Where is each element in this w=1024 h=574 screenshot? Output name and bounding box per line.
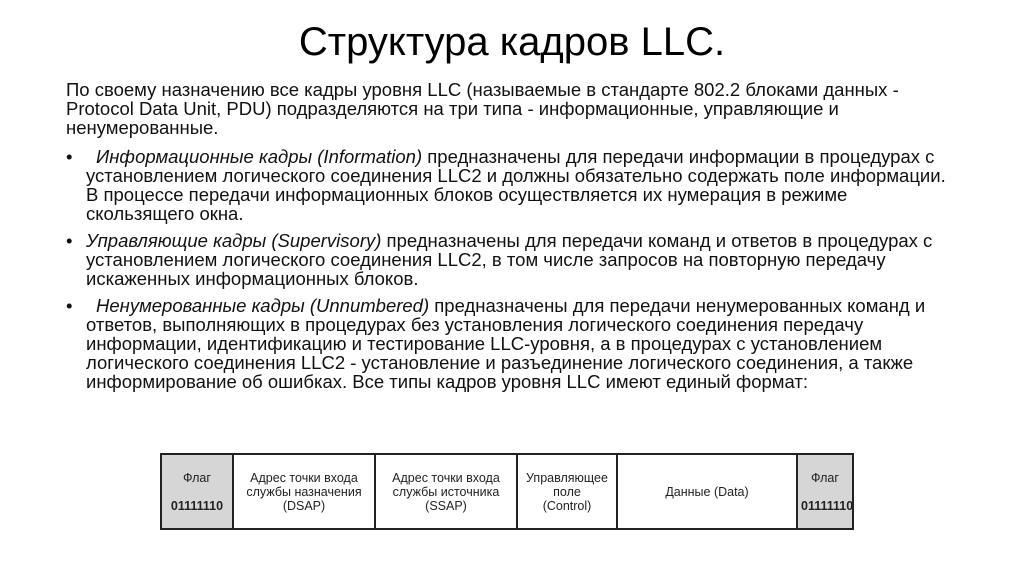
list-item-supervisory [66,231,956,288]
term-unnumbered: Ненумерованные кадры (Unnumbered) [96,295,430,316]
end-flag-cell [797,454,853,529]
control-line-3: (Control) [542,498,592,513]
slide-body [66,80,956,399]
description-information: предназначены для передачи информации в процедурах с установлением логического соединения LLC2 и должны обязательно содержать поле информации. В процессе передачи информационных блоков осуществляется их нумерация в режиме скользящего окна. [86,146,946,224]
term-information: Информационные кадры (Information) [96,146,423,167]
bullet-icon: • [66,146,73,167]
data-cell [617,454,797,529]
llc-frame-format-table [160,453,854,530]
bullet-icon: • [66,295,73,316]
frame-types-list [66,147,956,391]
control-cell [517,454,617,529]
start-flag-bits: 01111110 [170,498,224,513]
ssap-line-1: Адрес точки входа [392,470,500,485]
term-supervisory: Управляющие кадры (Supervisory) [86,230,382,251]
dsap-cell [233,454,375,529]
start-flag-cell [161,454,233,529]
bullet-icon: • [66,230,73,251]
ssap-cell [375,454,517,529]
control-line-1: Управляющее [526,470,608,485]
control-line-2: поле [553,484,581,499]
intro-paragraph: По своему назначению все кадры уровня LLC (называемые в стандарте 802.2 блоками данных - Protocol Data Unit, PDU) подразделяются на три типа - информационные, управляющие и ненумерованные. [66,79,899,138]
start-flag-label: Флаг [183,470,211,485]
dsap-line-3: (DSAP) [282,498,326,513]
list-item-information [66,147,956,223]
data-label: Данные (Data) [665,484,749,499]
description-supervisory: предназначены для передачи команд и ответов в процедурах с установлением логического соединения LLC2, в том числе запросов на повторную передачу искаженных информационных блоков. [86,230,933,289]
description-unnumbered: предназначены для передачи ненумерованных команд и ответов, выполняющих в процедурах без установления логического соединения передачу информации, идентификацию и тестирование LLC-уровня, а в процедурах с установлением логического соединения LLC2 - установление и разъединение логического соединения, а также информирование об ошибках. Все типы кадров уровня LLC имеют единый формат: [86,295,926,392]
end-flag-label: Флаг [811,470,839,485]
end-flag-bits: 01111110 [801,498,854,513]
dsap-line-2: службы назначения [246,484,362,499]
slide-title: Структура кадров LLC. [298,20,726,64]
dsap-line-1: Адрес точки входа [250,470,358,485]
list-item-unnumbered [66,296,956,391]
ssap-line-2: службы источника [392,484,500,499]
ssap-line-3: (SSAP) [425,498,467,513]
